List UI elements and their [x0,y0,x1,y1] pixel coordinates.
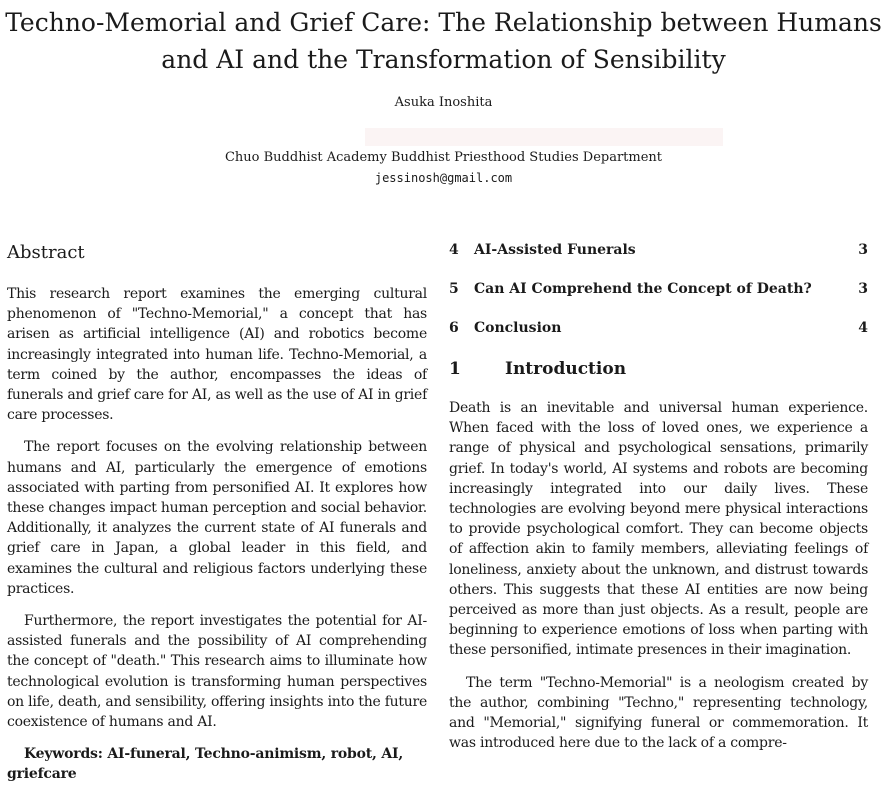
toc-title: Can AI Comprehend the Concept of Death? [474,281,812,297]
right-column [449,240,868,753]
toc-title: AI-Assisted Funerals [474,242,636,258]
toc-entry[interactable] [449,318,868,338]
keywords: Keywords: AI-funeral, Techno-animism, robot, AI, griefcare [7,746,404,783]
affiliation: Chuo Buddhist Academy Buddhist Priesthood Studies Department [224,150,663,165]
toc-number: 5 [449,281,459,297]
left-column [7,240,427,784]
title-line-1: Techno-Memorial and Grief Care: The Relationship between Humans [5,8,882,37]
toc-title: Conclusion [474,320,562,336]
toc-page: 3 [858,281,868,297]
abstract-heading: Abstract [7,242,85,263]
toc-number: 4 [449,242,459,258]
faint-highlight [365,128,723,146]
title-line-2: and AI and the Transformation of Sensibility [161,45,726,74]
author-email: jessinosh@gmail.com [374,171,513,185]
intro-paragraph-1: Death is an inevitable and universal human experience. When faced with the loss of loved ones, we experience a range of physical and psychological sensations, primarily grief. In today's world, AI systems and robots are becoming increasingly integrated into our daily lives. These technologies are evolving beyond mere physical interactions to provide psychological comfort. They can become objects of affection akin to family members, alleviating feelings of loneliness, anxiety about the unknown, and distrust towards others. This suggests that these AI entities are now being perceived as more than just objects. As a result, people are beginning to experience emotions of loss when parting with these personified, intimate presences in their imagination. [449,400,868,659]
toc-entry[interactable] [449,240,868,260]
section-title: Introduction [505,359,627,379]
abstract-paragraph-3: Furthermore, the report investigates the potential for AI-assisted funerals and the possibility of AI comprehending the concept of "death." This research aims to illuminate how technological evolution is transforming human perspectives on life, death, and sensibility, offering insights into the future coexistence of humans and AI. [7,613,428,731]
toc-page: 3 [858,242,868,258]
author-name: Asuka Inoshita [394,95,493,110]
toc-page: 4 [858,320,868,336]
introduction-heading [449,357,868,381]
section-number: 1 [449,359,461,379]
abstract-paragraph-2: The report focuses on the evolving relationship between humans and AI, particularly the emergence of emotions associated with parting from personified AI. It explores how these changes impact human perception and social behavior. Additionally, it analyzes the current state of AI funerals and grief care in Japan, a global leader in this field, and examines the cultural and religious factors underlying these practices. [7,439,427,597]
toc-number: 6 [449,320,459,336]
abstract-paragraph-1: This research report examines the emerging cultural phenomenon of "Techno-Memorial," a concept that has arisen as artificial intelligence (AI) and robotics become increasingly integrated into human life. Techno-Memorial, a term coined by the author, encompasses the ideas of funerals and grief care for AI, as well as the use of AI in grief care processes. [7,286,427,424]
toc-entry[interactable] [449,279,868,299]
intro-paragraph-2: The term "Techno-Memorial" is a neologism created by the author, combining "Techno," representing technology, and "Memorial," signifying funeral or commemoration. It was introduced here due to the lack of a compre- [449,674,868,752]
paper-title [0,4,887,78]
